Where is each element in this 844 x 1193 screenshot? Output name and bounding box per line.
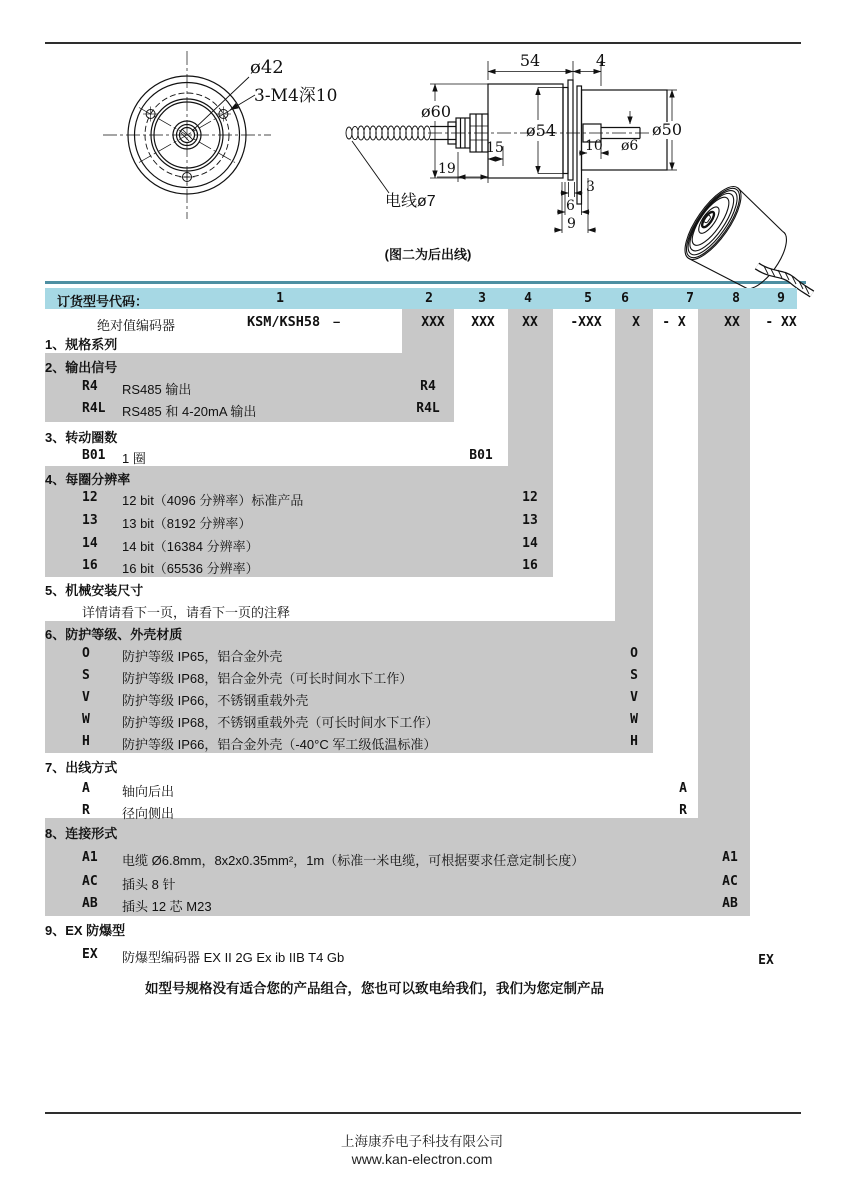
table-row bbox=[0, 448, 844, 465]
dim-dia6: ø6 bbox=[621, 138, 639, 154]
series-code: KSM/KSH58 bbox=[247, 314, 321, 330]
option-code: 13 bbox=[82, 513, 98, 528]
section-heading-1: 1、规格系列 bbox=[45, 337, 118, 352]
technical-drawing bbox=[0, 0, 844, 300]
table-row bbox=[0, 874, 844, 891]
section-heading-2: 2、输出信号 bbox=[45, 360, 118, 375]
option-desc: 插头 8 针 bbox=[122, 877, 176, 892]
option-value: AC bbox=[722, 874, 738, 889]
option-code: A bbox=[82, 781, 90, 796]
option-code: V bbox=[82, 690, 90, 705]
table-row bbox=[0, 490, 844, 507]
footer-company: 上海康乔电子科技有限公司 bbox=[341, 1134, 503, 1149]
cable-label: 电线ø7 bbox=[385, 193, 436, 210]
option-value: EX bbox=[758, 953, 774, 968]
figure-caption: (图二为后出线) bbox=[384, 247, 472, 262]
option-value: 12 bbox=[522, 490, 538, 505]
option-desc: 防爆型编码器 EX II 2G Ex ib IIB T4 Gb bbox=[122, 950, 345, 965]
option-code: AB bbox=[82, 896, 98, 911]
option-desc: 16 bit（65536 分辨率） bbox=[122, 561, 259, 576]
column-number-3: 3 bbox=[478, 291, 486, 306]
option-value: A1 bbox=[722, 850, 738, 865]
section-heading-7: 7、出线方式 bbox=[45, 760, 118, 775]
option-desc: 12 bit（4096 分辨率）标准产品 bbox=[122, 493, 304, 508]
table-row bbox=[0, 513, 844, 530]
placeholder-col6: X bbox=[632, 315, 640, 330]
product-3d-render bbox=[675, 179, 812, 300]
dim-dia54: ø54 bbox=[526, 121, 556, 140]
option-code: 12 bbox=[82, 490, 98, 505]
option-code: B01 bbox=[82, 448, 106, 463]
series-separator: – bbox=[333, 314, 341, 329]
column-number-2: 2 bbox=[425, 291, 433, 306]
placeholder-col3: XXX bbox=[471, 315, 495, 330]
dim-3: 3 bbox=[586, 179, 595, 195]
dim-4: 4 bbox=[595, 51, 607, 70]
table-row bbox=[0, 668, 844, 685]
footer-divider bbox=[45, 1112, 801, 1114]
option-desc: 1 圈 bbox=[122, 451, 146, 466]
placeholder-col7: - X bbox=[662, 315, 686, 330]
cable-coil bbox=[346, 126, 430, 140]
placeholder-col2: XXX bbox=[421, 315, 445, 330]
dim-dia50: ø50 bbox=[652, 120, 682, 139]
section-heading-9: 9、EX 防爆型 bbox=[45, 923, 126, 938]
option-code: 14 bbox=[82, 536, 98, 551]
option-code: R4 bbox=[82, 379, 98, 394]
table-row bbox=[0, 734, 844, 751]
placeholder-col9: - XX bbox=[765, 315, 797, 330]
table-row bbox=[0, 536, 844, 553]
column-number-8: 8 bbox=[732, 291, 740, 306]
order-code-header-bar bbox=[45, 288, 797, 309]
table-row bbox=[0, 690, 844, 707]
option-value: A bbox=[679, 781, 687, 796]
table-row bbox=[0, 646, 844, 663]
front-view bbox=[103, 51, 271, 219]
option-value: R4 bbox=[420, 379, 436, 394]
placeholder-col4: XX bbox=[522, 315, 538, 330]
option-value: O bbox=[630, 646, 638, 661]
option-value: AB bbox=[722, 896, 738, 911]
option-code: S bbox=[82, 668, 90, 683]
option-desc: 防护等级 IP65，铝合金外壳 bbox=[122, 649, 283, 664]
option-desc: 防护等级 IP66，不锈钢重载外壳 bbox=[122, 693, 309, 708]
option-desc: RS485 和 4-20mA 输出 bbox=[122, 404, 257, 419]
table-row bbox=[0, 558, 844, 575]
placeholder-col5: -XXX bbox=[570, 315, 602, 330]
table-row bbox=[0, 850, 844, 867]
option-value: R4L bbox=[416, 401, 440, 416]
option-value: R bbox=[679, 803, 687, 818]
option-code: O bbox=[82, 646, 90, 661]
option-value: 14 bbox=[522, 536, 538, 551]
order-code-title: 订货型号代码： bbox=[57, 294, 149, 309]
dim-9: 9 bbox=[567, 216, 576, 232]
table-row bbox=[0, 781, 844, 798]
option-code: A1 bbox=[82, 850, 98, 865]
option-desc: 插头 12 芯 M23 bbox=[122, 899, 212, 914]
column-number-1: 1 bbox=[276, 291, 284, 306]
column-number-5: 5 bbox=[584, 291, 592, 306]
section-5-note: 详情请看下一页，请看下一页的注释 bbox=[82, 605, 291, 620]
option-code: R bbox=[82, 803, 90, 818]
option-value: W bbox=[630, 712, 638, 727]
option-desc: 防护等级 IP66，铝合金外壳（-40°C 军工级低温标准） bbox=[122, 737, 437, 752]
table-row bbox=[0, 803, 844, 820]
table-row bbox=[0, 947, 844, 964]
option-value: B01 bbox=[469, 448, 493, 463]
dim-dia60: ø60 bbox=[421, 102, 451, 121]
option-value: S bbox=[630, 668, 638, 683]
option-desc: 防护等级 IP68，不锈钢重载外壳（可长时间水下工作） bbox=[122, 715, 439, 730]
option-desc: RS485 输出 bbox=[122, 382, 192, 397]
placeholder-col8: XX bbox=[724, 315, 740, 330]
option-desc: 13 bit（8192 分辨率） bbox=[122, 516, 252, 531]
dim-15: 15 bbox=[486, 140, 504, 156]
option-code: R4L bbox=[82, 401, 106, 416]
option-value: 13 bbox=[522, 513, 538, 528]
dim-10: 10 bbox=[585, 138, 603, 154]
option-value: 16 bbox=[522, 558, 538, 573]
dim-dia42: ø42 bbox=[250, 57, 284, 78]
customization-note: 如型号规格没有适合您的产品组合，您也可以致电给我们，我们为您定制产品 bbox=[145, 981, 604, 996]
option-code: H bbox=[82, 734, 90, 749]
option-value: H bbox=[630, 734, 638, 749]
option-desc: 轴向后出 bbox=[122, 784, 175, 799]
table-row bbox=[0, 712, 844, 729]
column-number-4: 4 bbox=[524, 291, 532, 306]
option-code: 16 bbox=[82, 558, 98, 573]
option-value: V bbox=[630, 690, 638, 705]
dim-19: 19 bbox=[438, 161, 456, 177]
section-heading-3: 3、转动圈数 bbox=[45, 430, 118, 445]
option-code: W bbox=[82, 712, 90, 727]
option-code: EX bbox=[82, 947, 98, 962]
dim-6: 6 bbox=[566, 198, 575, 214]
section-heading-8: 8、连接形式 bbox=[45, 826, 118, 841]
product-name: 绝对值编码器 bbox=[97, 318, 176, 333]
option-desc: 径向侧出 bbox=[122, 806, 175, 821]
dim-54: 54 bbox=[519, 51, 541, 70]
section-heading-5: 5、机械安装尺寸 bbox=[45, 583, 144, 598]
option-desc: 14 bit（16384 分辨率） bbox=[122, 539, 259, 554]
option-code: AC bbox=[82, 874, 98, 889]
table-row bbox=[0, 896, 844, 913]
dim-bolt-pattern: 3-M4深10 bbox=[254, 86, 338, 106]
option-desc: 电缆 Ø6.8mm，8x2x0.35mm²，1m（标准一米电缆，可根据要求任意定制长度） bbox=[122, 853, 585, 868]
footer-website: www.kan-electron.com bbox=[351, 1151, 493, 1167]
column-number-6: 6 bbox=[621, 291, 629, 306]
section-heading-6: 6、防护等级、外壳材质 bbox=[45, 627, 183, 642]
column-number-7: 7 bbox=[686, 291, 694, 306]
column-number-9: 9 bbox=[777, 291, 785, 306]
section-heading-4: 4、每圈分辨率 bbox=[45, 472, 131, 487]
option-desc: 防护等级 IP68，铝合金外壳（可长时间水下工作） bbox=[122, 671, 413, 686]
